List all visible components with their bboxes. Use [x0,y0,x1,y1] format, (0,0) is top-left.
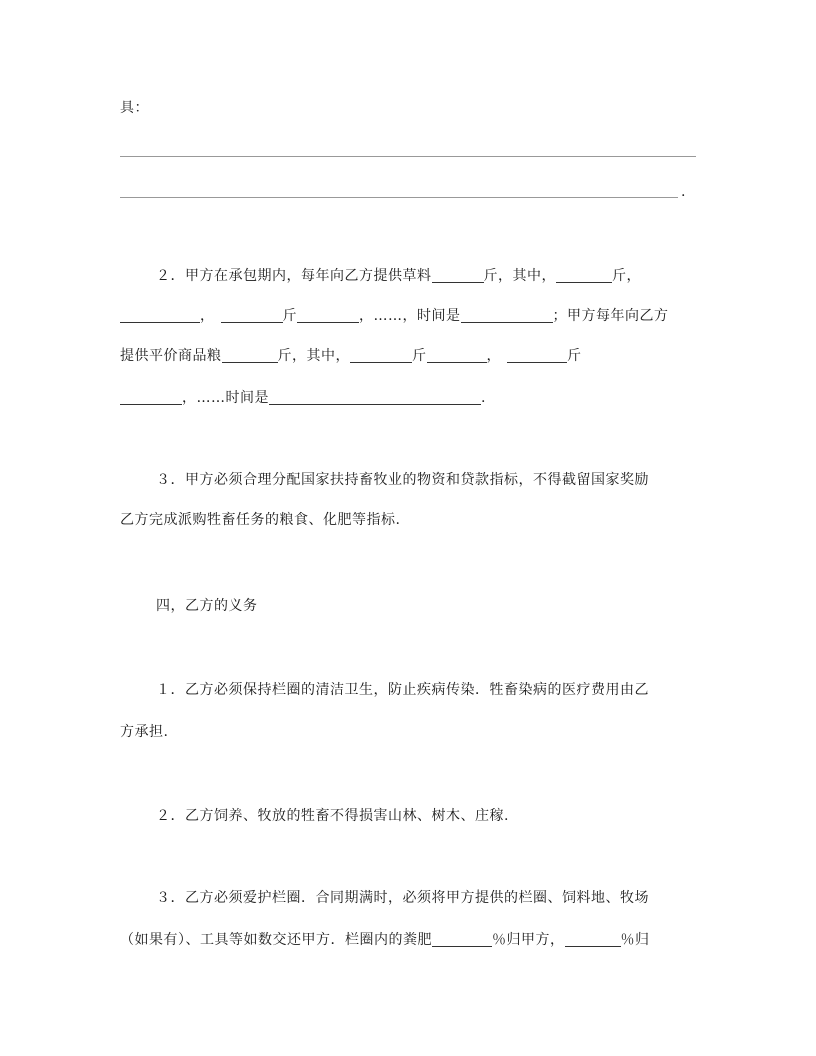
text: 斤， [612,268,641,284]
fill-blank [565,932,621,947]
text: 斤 [412,348,427,364]
fill-blank [556,268,612,283]
b-item3-line1: ３．乙方必须爱护栏圈．合同期满时，必须将甲方提供的栏圈、饲料地、牧场 [156,890,649,906]
text: 斤，其中， [483,268,556,284]
section4-title: 四，乙方的义务 [156,598,258,614]
fill-blank [269,390,481,405]
text: 提供平价商品粮 [120,348,222,364]
b-item2: ２．乙方饲养、牧放的牲畜不得损害山林、树木、庄稼. [156,808,509,824]
text: . [481,390,486,406]
b-item1-line2: 方承担. [120,724,169,740]
item3-line2: 乙方完成派购牲畜任务的粮食、化肥等指标. [120,512,401,528]
fill-blank [432,268,484,283]
text: （如果有）、工具等如数交还甲方．栏圈内的粪肥 [120,932,432,948]
text: 斤，其中， [277,348,350,364]
fill-blank [432,932,492,947]
item3-line1: ３．甲方必须合理分配国家扶持畜牧业的物资和贷款指标，不得截留国家奖励 [156,472,649,488]
text: 斤 [282,308,297,324]
item2-line3 [120,346,582,366]
top-label: 具： [120,100,149,116]
item2-line1 [156,266,641,286]
item2-line2 [120,306,669,326]
fill-blank [507,348,567,363]
text: ％归 [620,932,650,948]
fill-blank [297,308,359,323]
text: ， [486,348,501,364]
text: ２．甲方在承包期内，每年向乙方提供草料 [156,268,432,284]
b-item3-line2 [120,930,650,950]
text: ％归甲方， [492,932,565,948]
item2-line4 [120,388,486,408]
blank-line-2-end: . [681,184,686,200]
blank-line-2 [120,197,678,198]
fill-blank [120,308,200,323]
b-item1-line1: １．乙方必须保持栏圈的清洁卫生，防止疾病传染．牲畜染病的医疗费用由乙 [156,682,649,698]
text: ，……时间是 [182,390,269,406]
fill-blank [221,308,283,323]
fill-blank [427,348,487,363]
text: 斤 [567,348,582,364]
blank-line-1 [120,156,696,157]
text: ，……，时间是 [359,308,461,324]
fill-blank [222,348,278,363]
text: ， [200,308,215,324]
fill-blank [461,308,553,323]
fill-blank [120,390,182,405]
text: ；甲方每年向乙方 [552,308,669,324]
fill-blank [350,348,412,363]
